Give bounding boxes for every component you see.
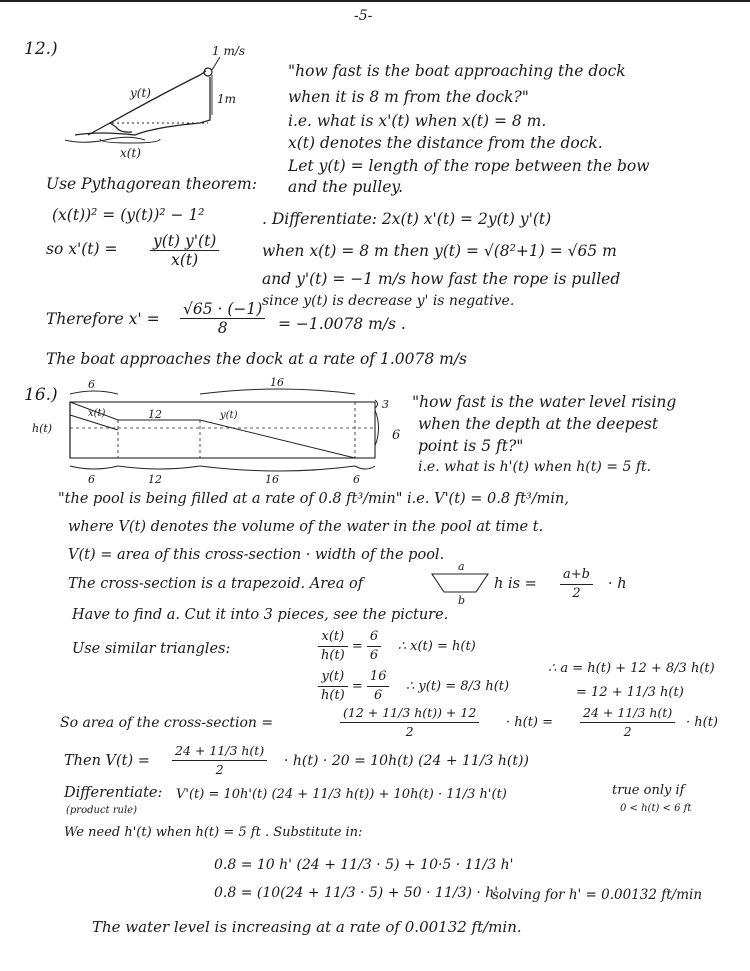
frac-numerator: √65 · (−1) <box>180 300 265 319</box>
p12-result: = −1.0078 m/s . <box>278 315 406 333</box>
p12-yprime: and y'(t) = −1 m/s how fast the rope is pulled <box>262 270 621 288</box>
p16-v-label: Then V(t) = <box>64 753 150 769</box>
p16-trapezoid-frac <box>560 566 593 603</box>
p12-when-x8: when x(t) = 8 m then y(t) = √(8²+1) = √65 m <box>262 242 617 260</box>
boat-dock-diagram <box>60 35 260 160</box>
p16-find-a: Have to find a. Cut it into 3 pieces, see the picture. <box>72 607 449 623</box>
frac-denominator: 2 <box>405 724 414 739</box>
frac-numerator: 24 + 11/3 h(t) <box>580 704 675 723</box>
p12-question-4: x(t) denotes the distance from the dock. <box>288 134 603 152</box>
p12-xprime-frac <box>150 232 219 269</box>
fig16-top-16: 16 <box>270 376 284 389</box>
frac-numerator: (12 + 11/3 h(t)) + 12 <box>340 704 479 723</box>
fig16-x: x(t) <box>88 408 106 419</box>
p12-step-1: Use Pythagorean theorem: <box>46 175 257 193</box>
p12-therefore-frac <box>180 300 265 337</box>
p16-eq-2: 0.8 = (10(24 + 11/3 · 5) + 50 · 11/3) · h' <box>214 885 499 901</box>
p16-trapezoid-h: · h <box>608 576 627 592</box>
fig12-dist: x(t) <box>120 146 141 160</box>
p16-trapezoid-text: The cross-section is a trapezoid. Area of <box>68 576 364 592</box>
frac-denominator: 6 <box>369 648 379 663</box>
p16-area-frac2 <box>580 704 675 741</box>
sim1-conclusion: ∴ x(t) = h(t) <box>397 639 476 654</box>
p16-need: We need h'(t) when h(t) = 5 ft . Substitute in: <box>64 825 363 840</box>
p12-differentiate: . Differentiate: 2x(t) x'(t) = 2y(t) y'(t) <box>262 210 552 228</box>
frac-numerator: 16 <box>367 668 390 687</box>
fig16-bottom-16: 16 <box>265 473 279 486</box>
p16-a-eq-1: ∴ a = h(t) + 12 + 8/3 h(t) <box>548 661 715 676</box>
fig16-top-6: 6 <box>88 378 95 391</box>
p16-area-mid: · h(t) = <box>506 715 554 730</box>
p16-differentiate: Differentiate: <box>64 785 163 801</box>
p16-area-text: So area of the cross-section = <box>60 715 274 731</box>
p16-v-frac <box>172 742 267 779</box>
p16-vprime: V'(t) = 10h'(t) (24 + 11/3 h(t)) + 10h(t) · 11/3 h'(t) <box>176 787 507 802</box>
frac-denominator: x(t) <box>171 251 199 269</box>
frac-numerator: y(t) y'(t) <box>150 232 219 251</box>
p12-pythagoras: (x(t))² = (y(t))² − 1² <box>52 206 205 224</box>
fig16-r6: 6 <box>392 428 401 443</box>
p12-question-6: and the pulley. <box>288 178 404 196</box>
frac-numerator: x(t) <box>318 628 348 647</box>
frac-denominator: 8 <box>217 319 228 337</box>
fig12-rope: y(t) <box>130 86 151 100</box>
problem-16-label: 16.) <box>24 385 58 405</box>
trapezoid-a-label: a <box>458 560 465 573</box>
fig16-y: y(t) <box>220 410 238 421</box>
fig12-height: 1m <box>217 92 237 106</box>
frac-numerator: 24 + 11/3 h(t) <box>172 742 267 761</box>
p12-question-5: Let y(t) = length of the rope between the bow <box>288 157 650 175</box>
frac-denominator: 2 <box>623 724 632 739</box>
p16-question-3: point is 5 ft?" <box>418 437 524 455</box>
p16-area-end: · h(t) <box>686 715 719 730</box>
p16-sim1: $\frac{x(t)}{h(t)}$ = $\frac{6}{6}$ ∴ x(t) = h(t) <box>318 628 476 665</box>
p12-question-1: "how fast is the boat approaching the dock <box>288 62 626 80</box>
p16-volume-def: where V(t) denotes the volume of the water in the pool at time t. <box>68 519 544 535</box>
p12-question-2: when it is 8 m from the dock?" <box>288 88 529 106</box>
p16-solving: solving for h' = 0.00132 ft/min <box>492 887 703 903</box>
p12-question-3: i.e. what is x'(t) when x(t) = 8 m. <box>288 112 547 130</box>
fig16-bottom-6b: 6 <box>353 473 360 486</box>
p16-question-4: i.e. what is h'(t) when h(t) = 5 ft. <box>418 459 652 475</box>
fig16-bottom-6: 6 <box>88 473 95 486</box>
p12-xprime-label: so x'(t) = <box>46 240 118 258</box>
frac-denominator: 2 <box>572 586 581 601</box>
p16-constraint: 0 < h(t) < 6 ft <box>620 803 692 814</box>
p16-conclusion: The water level is increasing at a rate of 0.00132 ft/min. <box>92 918 522 936</box>
p12-since: since y(t) is decrease y' is negative. <box>262 293 515 309</box>
p16-eq-1: 0.8 = 10 h' (24 + 11/3 · 5) + 10·5 · 11/3 h' <box>214 857 514 873</box>
frac-numerator: 6 <box>367 628 381 647</box>
p16-question-1: "how fast is the water level rising <box>412 393 677 411</box>
fig16-bottom-12: 12 <box>148 473 162 486</box>
frac-numerator: y(t) <box>318 668 348 687</box>
p16-volume-formula: V(t) = area of this cross-section · width of the pool. <box>68 547 445 563</box>
trapezoid-icon <box>430 560 490 605</box>
frac-numerator: a+b <box>560 566 593 585</box>
p12-conclusion: The boat approaches the dock at a rate of 1.0078 m/s <box>46 350 467 368</box>
problem-12-label: 12.) <box>24 39 58 59</box>
trapezoid-b-label: b <box>458 594 466 607</box>
frac-denominator: 2 <box>215 762 224 777</box>
p16-question-2: when the depth at the deepest <box>418 415 659 433</box>
fig16-h: h(t) <box>32 422 53 435</box>
fig16-mid-12: 12 <box>148 408 162 421</box>
frac-denominator: h(t) <box>321 688 345 703</box>
p16-area-frac1 <box>340 704 479 741</box>
fig12-speed: 1 m/s <box>212 44 246 58</box>
fig16-r3: 3 <box>382 398 389 411</box>
p16-v-rest: · h(t) · 20 = 10h(t) (24 + 11/3 h(t)) <box>284 753 529 769</box>
p16-true-only: true only if <box>612 783 685 798</box>
frac-denominator: 6 <box>374 688 383 703</box>
top-rule <box>0 0 750 2</box>
p16-sim2: $\frac{y(t)}{h(t)}$ = $\frac{16}{6}$ ∴ y(t) = 8/3 h(t) <box>318 668 509 705</box>
p16-rate: "the pool is being filled at a rate of 0.8 ft³/min" i.e. V'(t) = 0.8 ft³/min, <box>58 491 569 507</box>
frac-denominator: h(t) <box>321 648 345 663</box>
p16-a-eq-2: = 12 + 11/3 h(t) <box>576 685 684 700</box>
p16-similar: Use similar triangles: <box>72 641 231 657</box>
pool-cross-section-diagram <box>30 376 389 486</box>
p16-product-rule: (product rule) <box>66 805 137 816</box>
p16-trapezoid-is: h is = <box>494 576 537 592</box>
page-number: -5- <box>354 8 373 24</box>
p12-therefore-label: Therefore x' = <box>46 310 160 328</box>
sim2-conclusion: ∴ y(t) = 8/3 h(t) <box>406 679 510 694</box>
